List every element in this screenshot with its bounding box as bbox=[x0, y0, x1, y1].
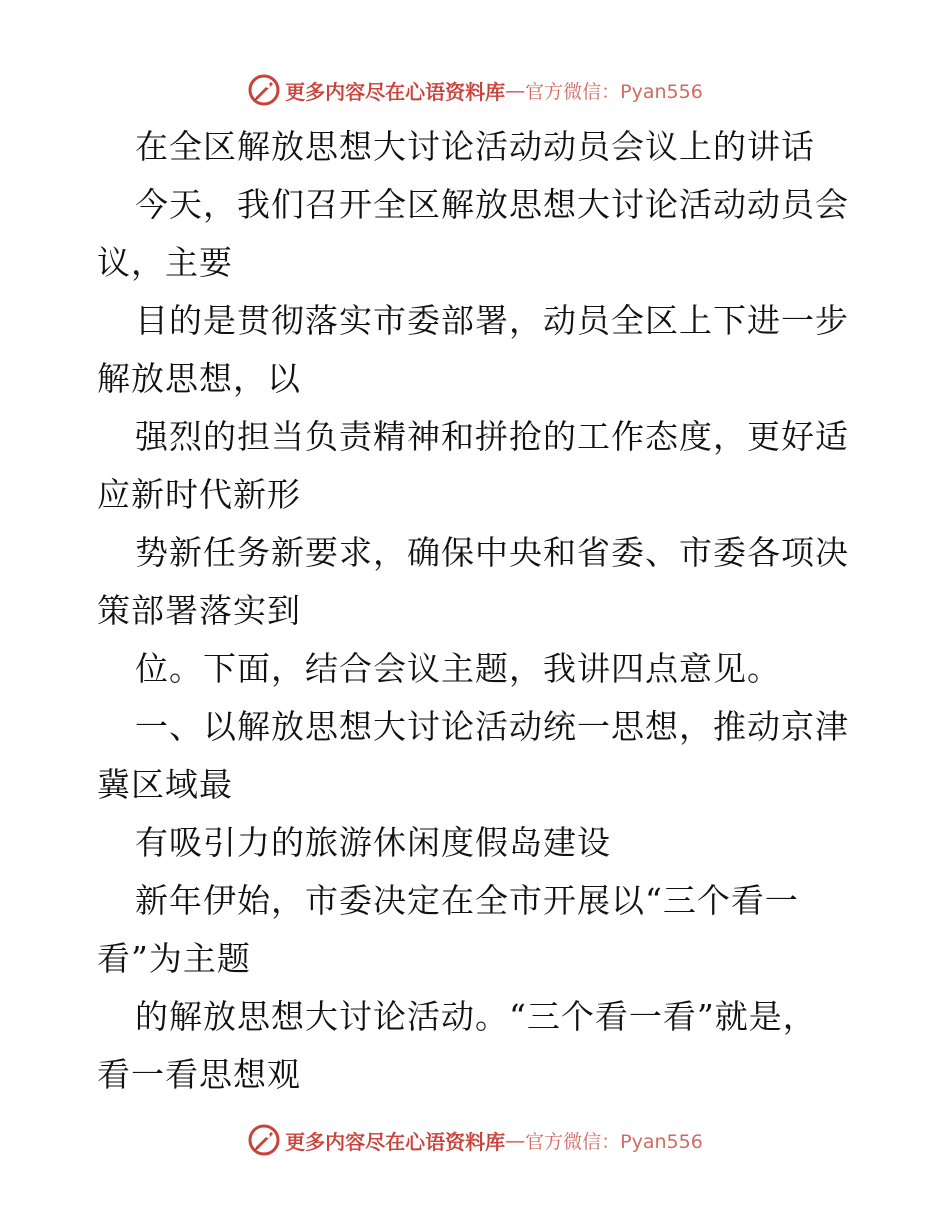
paragraph-line: 位。下面，结合会议主题，我讲四点意见。 bbox=[135, 649, 781, 688]
paragraph-line: 强烈的担当负责精神和拼抢的工作态度，更好适 bbox=[135, 417, 849, 456]
paragraph-line: 解放思想，以 bbox=[97, 359, 301, 398]
section-heading-line: 冀区域最 bbox=[97, 765, 233, 804]
paragraph-line: 看”为主题 bbox=[97, 939, 251, 978]
paragraph-line: 今天，我们召开全区解放思想大讨论活动动员会 bbox=[135, 185, 849, 224]
header-banner bbox=[0, 70, 950, 110]
quill-logo-icon bbox=[247, 1123, 281, 1157]
paragraph-line: 应新时代新形 bbox=[97, 475, 301, 514]
banner-wechat: 官方微信：Pyan556 bbox=[525, 1130, 703, 1153]
banner-wechat: 官方微信：Pyan556 bbox=[525, 80, 703, 103]
paragraph-line: 看一看思想观 bbox=[97, 1055, 301, 1094]
banner-title: 更多内容尽在心语资料库 bbox=[285, 1129, 506, 1154]
paragraph-line: 新年伊始，市委决定在全市开展以“三个看一 bbox=[135, 881, 799, 920]
paragraph-line: 策部署落实到 bbox=[97, 591, 301, 630]
paragraph-line: 的解放思想大讨论活动。“三个看一看”就是， bbox=[135, 997, 817, 1036]
quill-logo-icon bbox=[247, 73, 281, 107]
footer-banner bbox=[0, 1120, 950, 1160]
banner-separator: — bbox=[505, 1128, 526, 1152]
paragraph-line: 目的是贯彻落实市委部署，动员全区上下进一步 bbox=[135, 301, 849, 340]
banner-separator: — bbox=[505, 78, 526, 102]
paragraph-line: 议，主要 bbox=[97, 243, 233, 282]
section-heading-line: 有吸引力的旅游休闲度假岛建设 bbox=[135, 823, 611, 862]
section-heading-line: 一、以解放思想大讨论活动统一思想，推动京津 bbox=[135, 707, 849, 746]
document-title: 在全区解放思想大讨论活动动员会议上的讲话 bbox=[135, 127, 815, 166]
paragraph-line: 势新任务新要求，确保中央和省委、市委各项决 bbox=[135, 533, 849, 572]
document-body bbox=[97, 118, 857, 1104]
banner-title: 更多内容尽在心语资料库 bbox=[285, 79, 506, 104]
